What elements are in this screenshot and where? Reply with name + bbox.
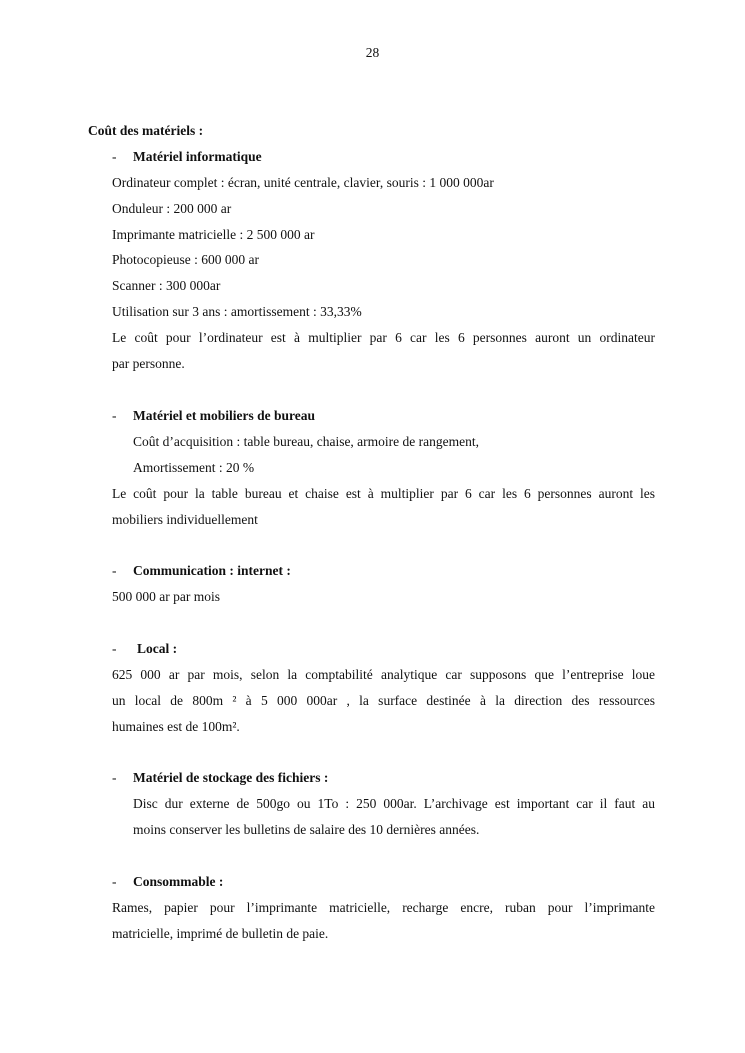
note-line: par personne. [112, 356, 185, 371]
paragraph-line: matricielle, imprimé de bulletin de paie. [112, 926, 329, 941]
subsection-title-materiel-informatique: Matériel informatique [133, 149, 262, 164]
paragraph-line: Rames, papier pour l’imprimante matricielle, recharge encre, ruban pour l’imprimante [112, 900, 655, 915]
item-line: Ordinateur complet : écran, unité centrale, clavier, souris : 1 000 000ar [112, 175, 494, 190]
bullet-dash: - [112, 874, 117, 889]
item-line: 500 000 ar par mois [112, 589, 220, 604]
subsection-title-local: Local : [137, 641, 178, 656]
paragraph-line: humaines est de 100m². [112, 719, 240, 734]
bullet-dash: - [112, 641, 117, 656]
item-line: Onduleur : 200 000 ar [112, 201, 232, 216]
paragraph-line: 625 000 ar par mois, selon la comptabilité analytique car supposons que l’entreprise loue [112, 667, 655, 682]
item-line: Utilisation sur 3 ans : amortissement : 33,33% [112, 304, 362, 319]
subsection-title-consommable: Consommable : [133, 874, 224, 889]
bullet-dash: - [112, 770, 117, 785]
bullet-dash: - [112, 149, 117, 164]
paragraph-line: un local de 800m ² à 5 000 000ar , la surface destinée à la direction des ressources [112, 693, 655, 708]
item-line: Photocopieuse : 600 000 ar [112, 252, 259, 267]
item-line: Imprimante matricielle : 2 500 000 ar [112, 227, 315, 242]
paragraph-line: Disc dur externe de 500go ou 1To : 250 000ar. L’archivage est important car il faut au [133, 796, 655, 811]
page-number: 28 [365, 45, 380, 60]
subsection-title-communication: Communication : internet : [133, 563, 291, 578]
note-line: Le coût pour la table bureau et chaise est à multiplier par 6 car les 6 personnes auront les [112, 486, 655, 501]
paragraph-line: moins conserver les bulletins de salaire des 10 dernières années. [133, 822, 480, 837]
note-line: Le coût pour l’ordinateur est à multiplier par 6 car les 6 personnes auront un ordinateur [112, 330, 655, 345]
bullet-dash: - [112, 408, 117, 423]
item-line: Scanner : 300 000ar [112, 278, 221, 293]
item-line: Amortissement : 20 % [133, 460, 255, 475]
section-heading: Coût des matériels : [88, 123, 204, 138]
bullet-dash: - [112, 563, 117, 578]
item-line: Coût d’acquisition : table bureau, chaise, armoire de rangement, [133, 434, 480, 449]
subsection-title-mobiliers: Matériel et mobiliers de bureau [133, 408, 315, 423]
subsection-title-stockage: Matériel de stockage des fichiers : [133, 770, 329, 785]
note-line: mobiliers individuellement [112, 512, 258, 527]
